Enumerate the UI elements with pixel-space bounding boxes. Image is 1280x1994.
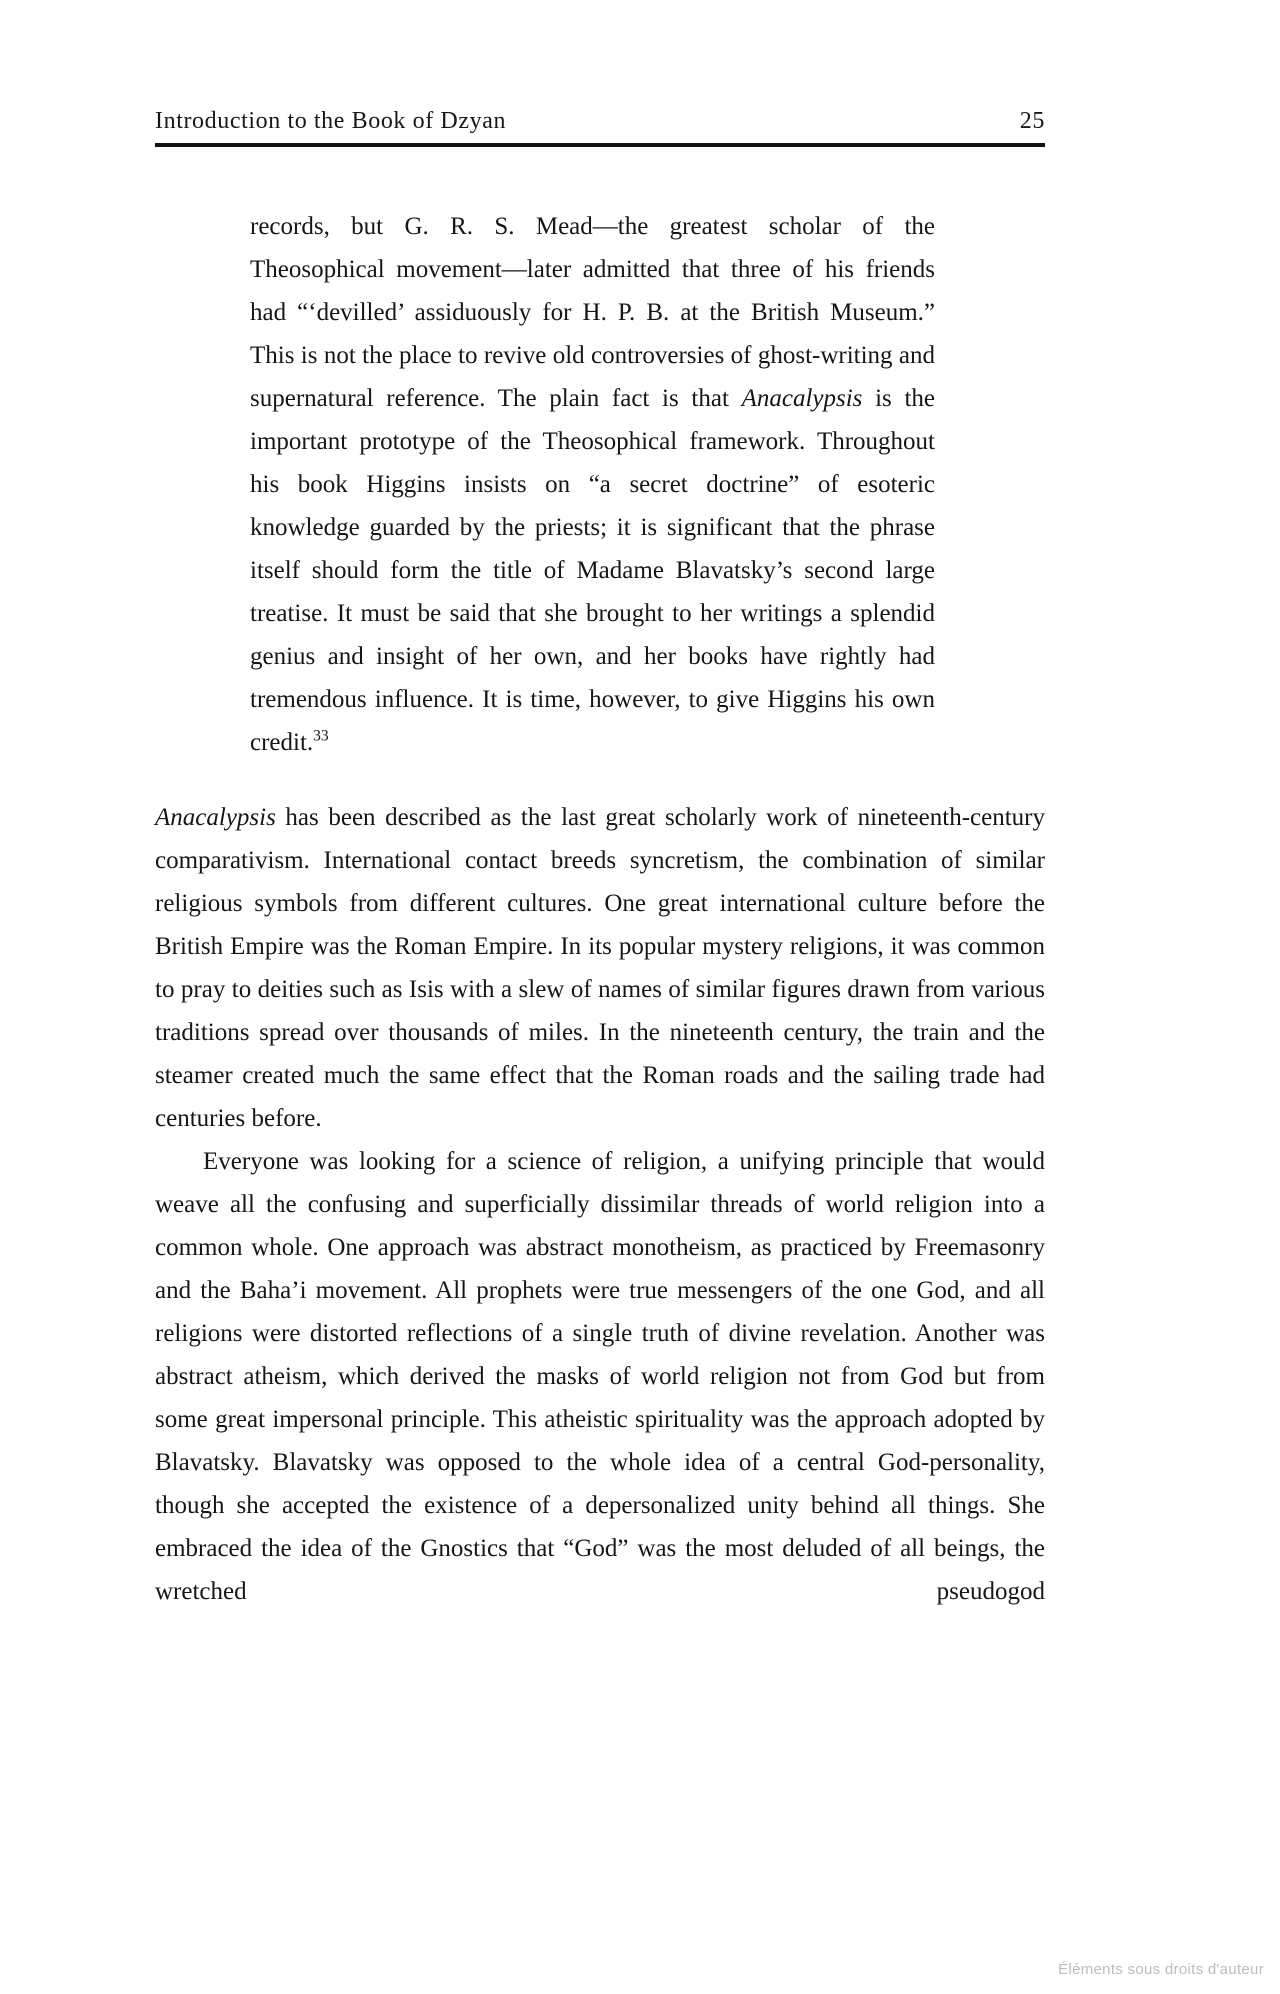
text-segment: records, but G. R. S. Mead—the greatest scholar of the Theosophical movement—later admitted that three of his friends had “‘devilled’ assiduously for H. P. B. at the British Museum.” This is not the place to revive old controversies of ghost-writing and supernatural reference. The plain fact is that: [250, 213, 935, 412]
italic-title-text: Anacalypsis: [741, 385, 863, 412]
text-column: [155, 108, 1045, 1613]
text-segment: is the important prototype of the Theosophical framework. Throughout his book Higgins insists on “a secret doctrine” of esoteric knowledge guarded by the priests; it is significant that the phrase itself should form the title of Madame Blavatsky’s second large treatise. It must be said that she brought to her writings a splendid genius and insight of her own, and her books have rightly had tremendous influence. It is time, however, to give Higgins his own credit.: [250, 385, 936, 756]
italic-title-text: Anacalypsis: [155, 804, 276, 831]
header-rule: [155, 143, 1045, 147]
paragraph-anacalypsis: [155, 796, 1045, 1140]
paragraph-science-of-religion: [155, 1140, 1045, 1613]
running-header: [155, 108, 1045, 135]
running-header-title: Introduction to the Book of Dzyan: [155, 108, 507, 134]
text-segment: Everyone was looking for a science of religion, a unifying principle that would weave all the confusing and superficially dissimilar threads of world religion into a common whole. One approach was abstract monotheism, as practiced by Freemasonry and the Baha’i movement. All prophets were true messengers of the one God, and all religions were distorted reflections of a single truth of divine revelation. Another was abstract atheism, which derived the masks of world religion not from God but from some great impersonal principle. This atheistic spirituality was the approach adopted by Blavatsky. Blavatsky was opposed to the whole idea of a central God-personality, though she accepted the existence of a depersonalized unity behind all things. She embraced the idea of the Gnostics that “God” was the most deluded of all beings, the wretched pseudogod: [155, 1148, 1045, 1605]
footnote-reference: 33: [313, 727, 329, 745]
copyright-notice: Éléments sous droits d'auteur: [1058, 1961, 1264, 1978]
block-quote: [250, 205, 935, 764]
text-segment: has been described as the last great scholarly work of nineteenth-century comparativism. International contact breeds syncretism, the combination of similar religious symbols from different cultures. One great international culture before the British Empire was the Roman Empire. In its popular mystery religions, it was common to pray to deities such as Isis with a slew of names of similar figures drawn from various traditions spread over thousands of miles. In the nineteenth century, the train and the steamer created much the same effect that the Roman roads and the sailing trade had centuries before.: [155, 804, 1045, 1132]
page-number: 25: [1019, 108, 1045, 134]
